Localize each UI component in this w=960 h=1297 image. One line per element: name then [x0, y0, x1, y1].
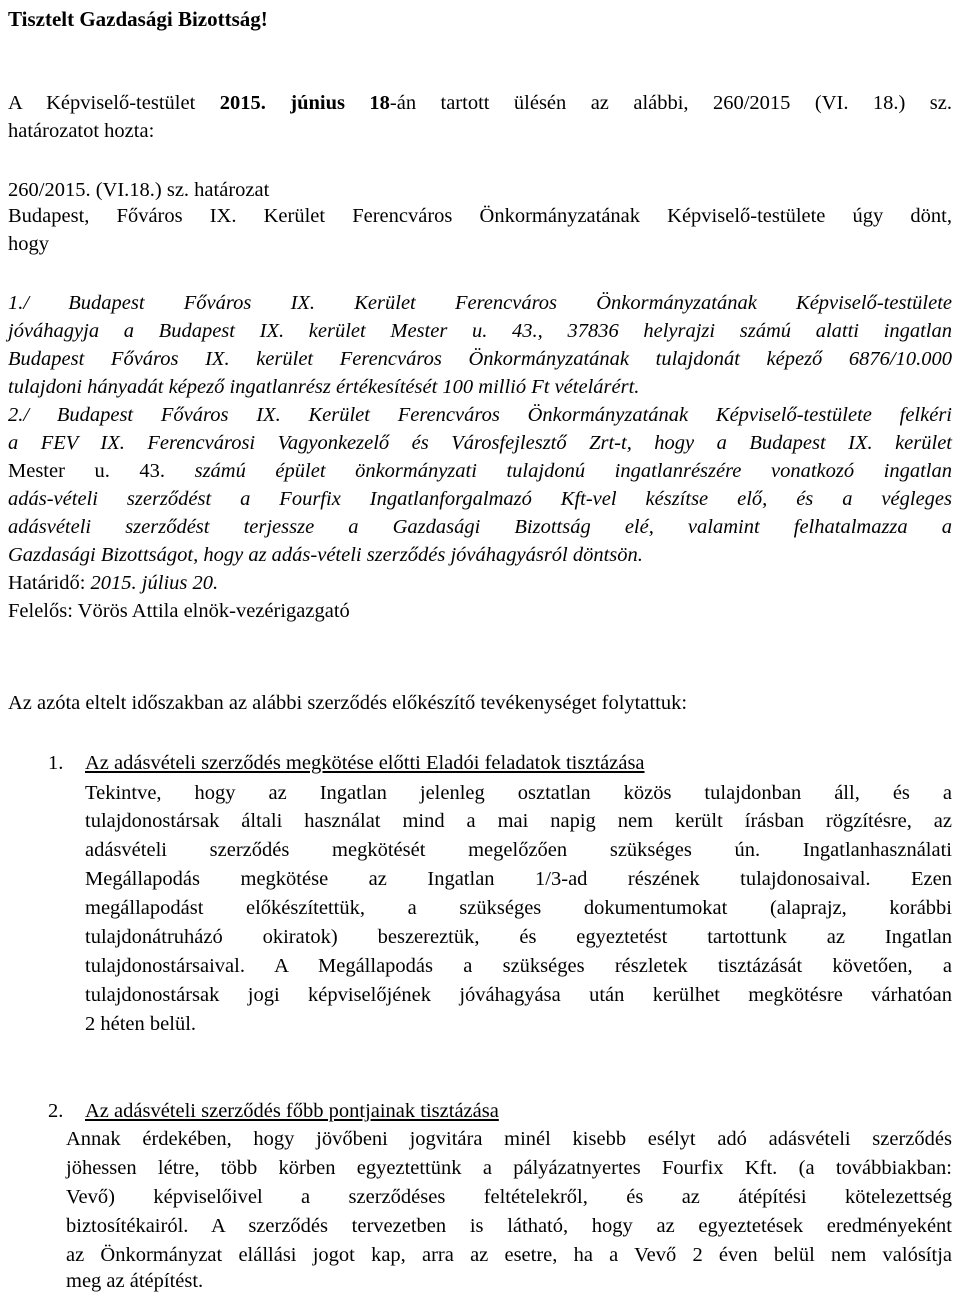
intro-text: A Képviselő-testület	[8, 92, 196, 114]
deadline-value: 2015. július 20.	[85, 572, 219, 594]
section-2-line: biztosítékairól. A szerződés tervezetben is látható, hogy az egyeztetések eredményeként	[66, 1215, 952, 1237]
section-1-line: tulajdonostársak jogi képviselőjének jóváhagyása után kerülhet megkötésre várhatóan	[85, 984, 952, 1006]
point1-line-3: Budapest Főváros IX. kerület Ferencváros Önkormányzatának tulajdonát képező 6876/10.000	[8, 348, 952, 370]
section-2-line: az Önkormányzat elállási jogot kap, arra az esetre, ha a Vevő 2 éven belül nem valósítja	[66, 1244, 952, 1266]
point1-line-4: tulajdoni hányadát képező ingatlanrész értékesítését 100 millió Ft vételárért.	[8, 376, 640, 398]
section-2-title: Az adásvételi szerződés főbb pontjainak tisztázása	[85, 1100, 499, 1122]
section-1-line: tulajdonostársaival. A Megállapodás a szükséges részletek tisztázását követően, a	[85, 955, 952, 977]
responsible: Felelős: Vörös Attila elnök-vezérigazgató	[8, 600, 350, 622]
section-1-title: Az adásvételi szerződés megkötése előtti Eladói feladatok tisztázása	[85, 752, 645, 774]
section-1-line: Megállapodás megkötése az Ingatlan 1/3-ad részének tulajdonosaival. Ezen	[85, 868, 952, 890]
section-1-line: adásvételi szerződés megkötését megelőzően szükséges ún. Ingatlanhasználati	[85, 839, 952, 861]
intro-date: 2015. június 18	[219, 92, 390, 114]
section-2-line: jöhessen létre, több körben egyeztettünk a pályázatnyertes Fourfix Kft. (a továbbiakban:	[66, 1157, 952, 1179]
resolution-number: 260/2015. (VI.18.) sz. határozat	[8, 179, 270, 201]
section-2-line: meg az átépítést.	[66, 1270, 204, 1292]
section-2-line: Annak érdekében, hogy jövőbeni jogvitára minél kisebb esélyt adó adásvételi szerződés	[66, 1128, 952, 1150]
section-1-line: Tekintve, hogy az Ingatlan jelenleg osztatlan közös tulajdonban áll, és a	[85, 782, 952, 804]
intro-line-2: határozatot hozta:	[8, 120, 155, 142]
deadline-label: Határidő:	[8, 572, 86, 594]
summary-line: Az azóta eltelt időszakban az alábbi szerződés előkészítő tevékenységet folytattuk:	[8, 692, 688, 714]
point2-text: számú épület önkormányzati tulajdonú ingatlanrészére vonatkozó ingatlan	[165, 460, 952, 482]
point2-line-1: 2./ Budapest Főváros IX. Kerület Ferencváros Önkormányzatának Képviselő-testülete felkéri	[8, 404, 952, 426]
section-2-line: Vevő) képviselőivel a szerződéses feltételekről, és az átépítési kötelezettség	[66, 1186, 952, 1208]
section-1-line: megállapodást előkészítettük, a szükséges dokumentumokat (alaprajz, korábbi	[85, 897, 952, 919]
greeting: Tisztelt Gazdasági Bizottság!	[8, 7, 268, 31]
resolution-lead-1: Budapest, Főváros IX. Kerület Ferencváros Önkormányzatának Képviselő-testülete úgy dönt,	[8, 205, 952, 227]
intro-line-1	[8, 90, 952, 116]
resolution-lead-2: hogy	[8, 233, 49, 255]
point2-address: Mester u. 43.	[8, 460, 166, 482]
point2-line-5: adásvételi szerződést terjessze a Gazdasági Bizottság elé, valamint felhatalmazza a	[8, 516, 952, 538]
point1-line-2: jóváhagyja a Budapest IX. kerület Mester u. 43., 37836 helyrajzi számú alatti ingatlan	[8, 320, 952, 342]
deadline	[8, 570, 952, 596]
point2-line-6: Gazdasági Bizottságot, hogy az adás-vételi szerződés jóváhagyásról döntsön.	[8, 544, 643, 566]
point2-line-3	[8, 458, 952, 484]
section-1-number: 1.	[48, 752, 64, 774]
section-1-line: tulajdonostársak általi használat mind a mai napig nem került írásban rögzítésre, az	[85, 810, 952, 832]
section-1-line: 2 héten belül.	[85, 1013, 197, 1035]
section-2-number: 2.	[48, 1100, 64, 1122]
point2-line-2: a FEV IX. Ferencvárosi Vagyonkezelő és Városfejlesztő Zrt-t, hogy a Budapest IX. kerület	[8, 432, 952, 454]
section-1-line: tulajdonátruházó okiratok) beszereztük, és egyeztetést tartottunk az Ingatlan	[85, 926, 952, 948]
intro-text-cont: -án tartott ülésén az alábbi, 260/2015 (VI. 18.) sz.	[389, 92, 952, 114]
point1-line-1: 1./ Budapest Főváros IX. Kerület Ferencváros Önkormányzatának Képviselő-testülete	[8, 292, 952, 314]
point2-line-4: adás-vételi szerződést a Fourfix Ingatlanforgalmazó Kft-vel készítse elő, és a végleges	[8, 488, 952, 510]
